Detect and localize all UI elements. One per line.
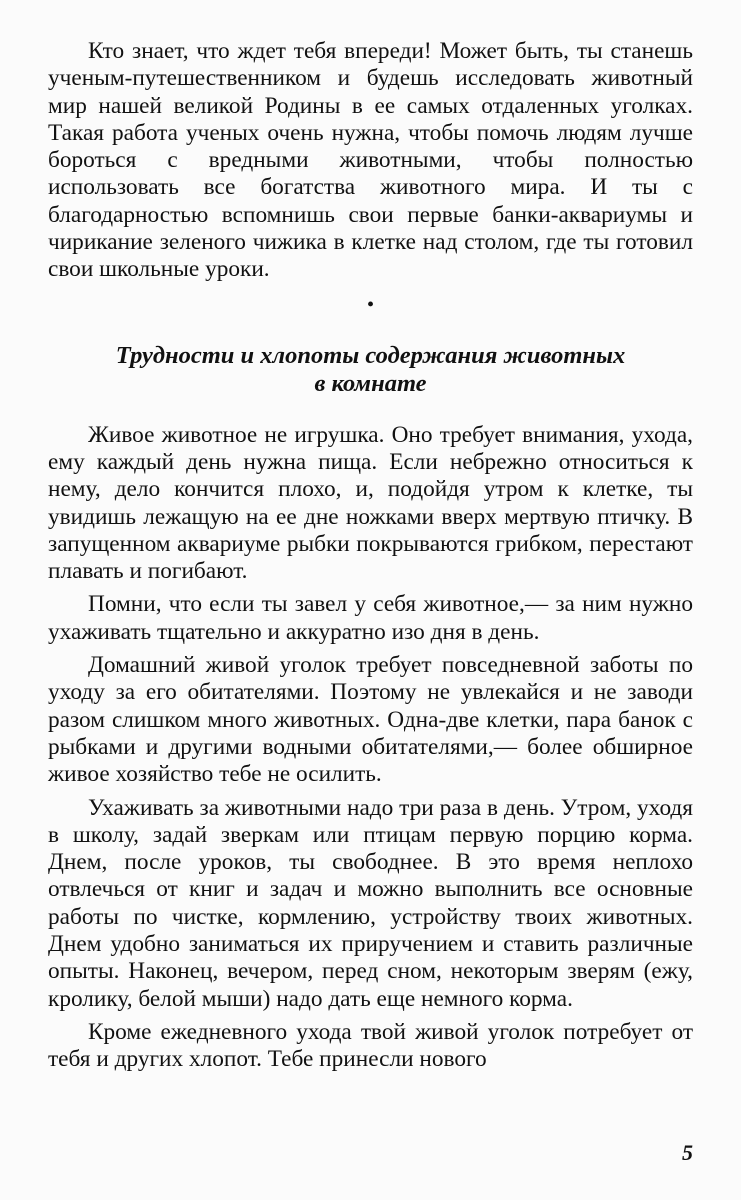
section-paragraph-5: Кроме ежедневного ухода твой живой уголок потребует от тебя и других хлопот. Тебе принесли нового — [48, 1018, 693, 1073]
page-number: 5 — [682, 1140, 693, 1165]
section-paragraph-4: Ухаживать за животными надо три раза в день. Утром, уходя в школу, задай зверкам или птицам первую порцию корма. Днем, после уроков, ты свободнее. В это время неплохо отвлечься от книг и задач и можно выполнить все основные работы по чистке, кормлению, устройству твоих животных. Днем удобно заниматься их приручением и ставить различные опыты. Наконец, вечером, перед сном, некоторым зверям (ежу, кролику, белой мыши) надо дать еще немного корма. — [48, 794, 693, 1012]
intro-paragraph: Кто знает, что ждет тебя впереди! Может быть, ты станешь ученым-путешественником и будешь исследовать животный мир нашей великой Родины в ее самых отдаленных уголках. Такая работа ученых очень нужна, чтобы помочь людям лучше бороться с вредными животными, чтобы полностью использовать все богатства животного мира. И ты с благодарностью вспомнишь свои первые банки-аквариумы и чирикание зеленого чижика в клетке над столом, где ты готовил свои школьные уроки. — [48, 38, 693, 283]
section-paragraph-2: Помни, что если ты завел у себя животное,— за ним нужно ухаживать тщательно и аккуратно изо дня в день. — [48, 591, 693, 645]
section-paragraph-1: Живое животное не игрушка. Оно требует внимания, ухода, ему каждый день нужна пища. Если небрежно относиться к нему, дело кончится плохо, и, подойдя утром к клетке, ты увидишь лежащую на ее дне ножками вверх мертвую птичку. В запущенном аквариуме рыбки покрываются грибком, перестают плавать и погибают. — [48, 421, 693, 585]
section-paragraph-3: Домашний живой уголок требует повседневной заботы по уходу за его обитателями. Поэтому не увлекайся и не заводи разом слишком много животных. Одна-две клетки, пара банок с рыбками и другими водными обитателями,— более обширное живое хозяйство тебе не осилить. — [48, 652, 693, 788]
section-ornament: • — [367, 293, 374, 314]
section-heading — [48, 342, 693, 398]
page-text-block — [48, 38, 693, 1080]
section-heading-line-2: в комнате — [314, 369, 427, 397]
section-heading-line-1: Трудности и хлопоты содержания животных — [115, 341, 626, 369]
